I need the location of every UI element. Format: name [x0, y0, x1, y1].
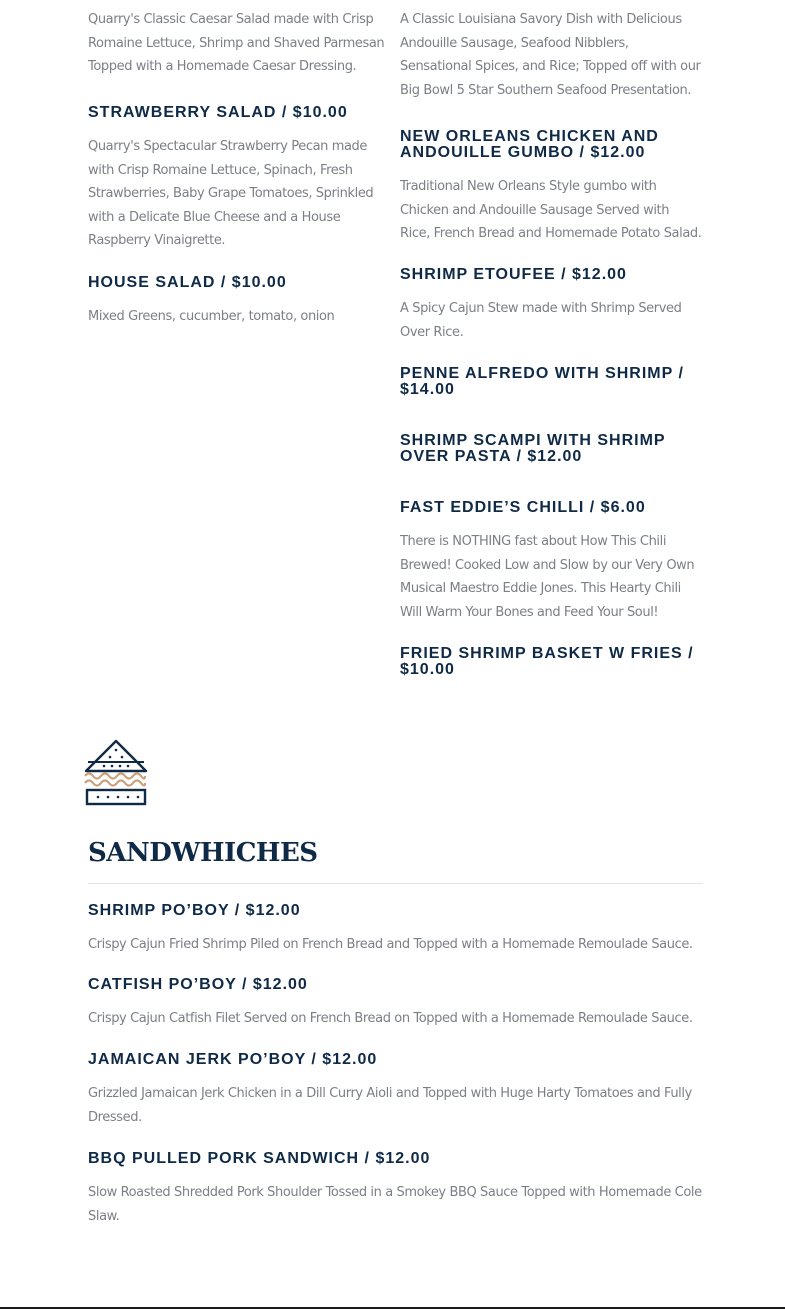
menu-item [400, 267, 702, 344]
menu-item [88, 977, 703, 1031]
menu-item-title: STRAWBERRY SALAD / $10.00 [88, 104, 348, 121]
section-heading: SANDWHICHES [88, 838, 318, 868]
menu-item [88, 275, 390, 329]
menu-item [88, 1151, 703, 1228]
menu-item-title: PENNE ALFREDO WITH SHRIMP / $14.00 [400, 365, 684, 398]
menu-item-description: Grizzled Jamaican Jerk Chicken in a Dill Curry Aioli and Topped with Huge Harty Tomatoes and Fully Dressed. [88, 1086, 692, 1125]
menu-item-description: Quarry's Spectacular Strawberry Pecan made with Crisp Romaine Lettuce, Spinach, Fresh Strawberries, Baby Grape Tomatoes, Sprinkled with a Delicate Blue Cheese and a House Raspberry Vinaigrette. [88, 139, 374, 249]
menu-item [400, 646, 702, 678]
menu-item-description: Crispy Cajun Catfish Filet Served on French Bread on Topped with a Homemade Remoulade Sauce. [88, 1011, 693, 1026]
menu-item [400, 500, 702, 624]
menu-item-description: Quarry's Classic Caesar Salad made with Crisp Romaine Lettuce, Shrimp and Shaved Parmesan Topped with a Homemade Caesar Dressing. [88, 12, 385, 75]
menu-item [88, 8, 390, 79]
menu-item-description: Slow Roasted Shredded Pork Shoulder Tossed in a Smokey BBQ Sauce Topped with Homemade Cole Slaw. [88, 1185, 702, 1224]
menu-item-title: FRIED SHRIMP BASKET W FRIES / $10.00 [400, 645, 694, 678]
menu-item-title: HOUSE SALAD / $10.00 [88, 274, 287, 291]
menu-item-title: SHRIMP SCAMPI WITH SHRIMP OVER PASTA / $12.00 [400, 432, 666, 465]
menu-item [400, 366, 702, 398]
menu-item [88, 105, 390, 253]
menu-item-description: A Classic Louisiana Savory Dish with Delicious Andouille Sausage, Seafood Nibblers, Sensational Spices, and Rice; Topped off with our Big Bowl 5 Star Southern Seafood Presentation. [400, 12, 701, 98]
menu-item [400, 129, 702, 246]
menu-item-title: SHRIMP ETOUFEE / $12.00 [400, 266, 627, 283]
menu-item [88, 1052, 703, 1129]
menu-item [88, 903, 703, 957]
menu-item-title: CATFISH PO’BOY / $12.00 [88, 976, 308, 993]
menu-item-description: Mixed Greens, cucumber, tomato, onion [88, 309, 335, 324]
sandwich-icon [82, 738, 150, 808]
menu-item-title: JAMAICAN JERK PO’BOY / $12.00 [88, 1051, 378, 1068]
menu-item-description: Traditional New Orleans Style gumbo with Chicken and Andouille Sausage Served with Rice, French Bread and Homemade Potato Salad. [400, 179, 702, 242]
menu-item-description: A Spicy Cajun Stew made with Shrimp Served Over Rice. [400, 301, 682, 340]
menu-item-title: FAST EDDIE’S CHILLI / $6.00 [400, 499, 646, 516]
section-divider [88, 883, 703, 884]
menu-item-title: NEW ORLEANS CHICKEN AND ANDOUILLE GUMBO / $12.00 [400, 128, 659, 161]
menu-item-description: There is NOTHING fast about How This Chili Brewed! Cooked Low and Slow by our Very Own Musical Maestro Eddie Jones. This Hearty Chili Will Warm Your Bones and Feed Your Soul! [400, 534, 695, 620]
menu-item-title: SHRIMP PO’BOY / $12.00 [88, 902, 301, 919]
menu-item-title: BBQ PULLED PORK SANDWICH / $12.00 [88, 1150, 431, 1167]
menu-item [400, 8, 702, 102]
menu-item-description: Crispy Cajun Fried Shrimp Piled on French Bread and Topped with a Homemade Remoulade Sauce. [88, 937, 693, 952]
menu-item [400, 433, 702, 465]
